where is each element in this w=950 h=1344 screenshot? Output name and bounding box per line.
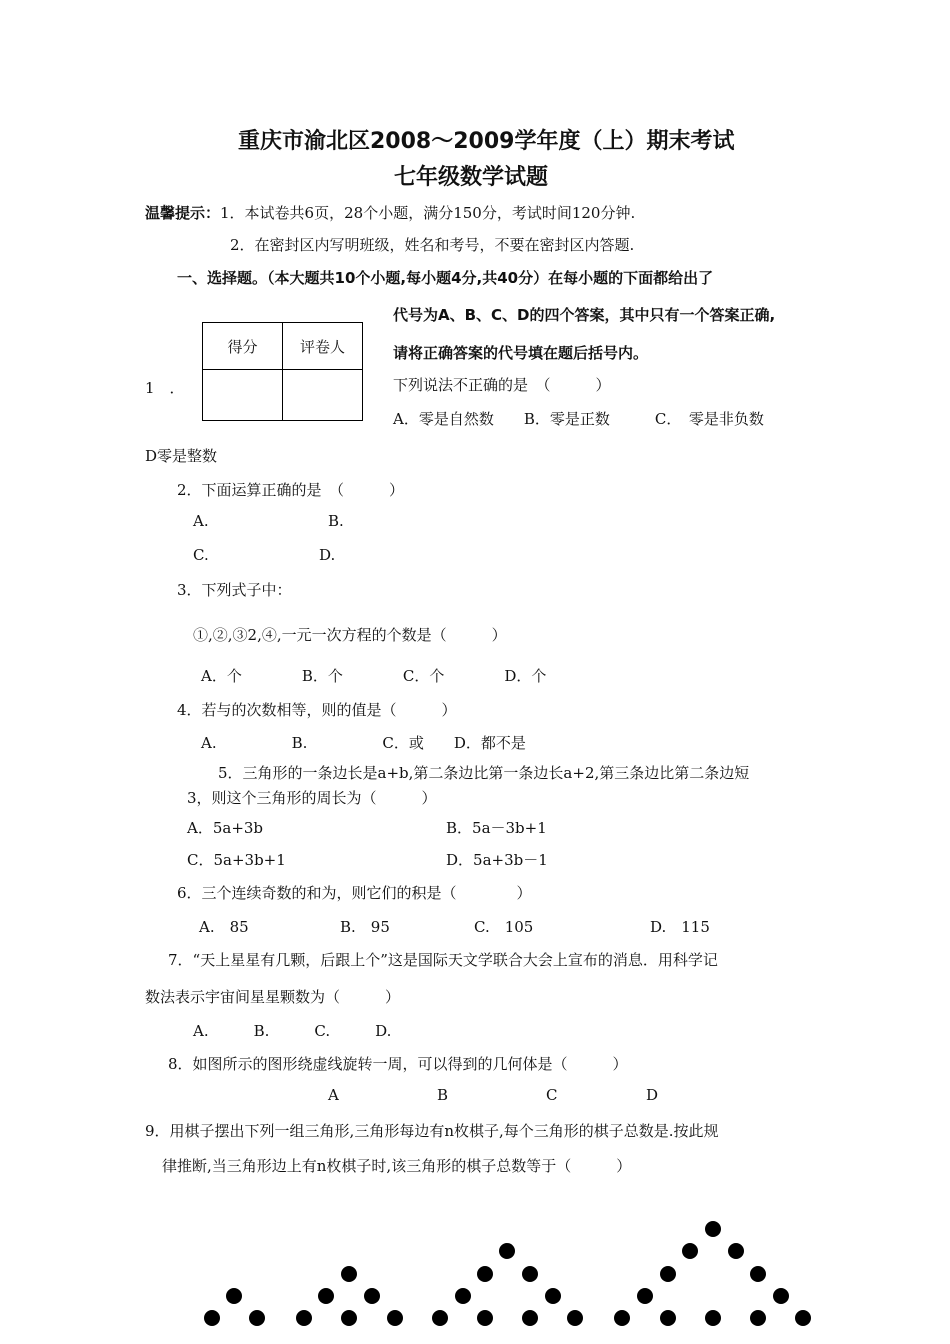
chess-piece-dot [773, 1288, 789, 1304]
chess-piece-dot [477, 1266, 493, 1282]
chess-piece-dot [204, 1310, 220, 1326]
section1-line3: 请将正确答案的代号填在题后括号内。 [393, 344, 649, 362]
q7-line2: 数法表示宇宙间星星颗数为（ ） [145, 988, 401, 1006]
chess-piece-dot [750, 1310, 766, 1326]
q4-options: A. B. C．或 D．都不是 [201, 734, 526, 752]
q4-stem: 4．若与的次数相等，则的值是（ ） [177, 701, 457, 719]
chess-piece-dot [750, 1266, 766, 1282]
grader-cell[interactable] [283, 370, 363, 421]
chess-piece-dot [522, 1310, 538, 1326]
q3-line2: ①,②,③2,④,一元一次方程的个数是（ ） [193, 626, 507, 644]
q5-option-a: A．5a+3b [187, 819, 264, 837]
q2-stem: 2．下面运算正确的是 （ ） [177, 481, 405, 499]
q8-label-a: A [328, 1086, 339, 1104]
chess-piece-dot [341, 1266, 357, 1282]
q5-line2: 3，则这个三角形的周长为（ ） [187, 789, 437, 807]
chess-piece-dot [660, 1310, 676, 1326]
q2-option-b: B. [328, 512, 344, 530]
q5-option-b: B．5a－3b+1 [446, 819, 547, 837]
tips-line2: 2．在密封区内写明班级，姓名和考号，不要在密封区内答题. [230, 236, 635, 254]
q5-stem: 5．三角形的一条边长是a+b,第二条边比第一条边长a+2,第三条边比第二条边短 [218, 764, 750, 782]
chess-piece-dot [567, 1310, 583, 1326]
chess-piece-dot [296, 1310, 312, 1326]
chess-piece-dot [682, 1243, 698, 1259]
chess-piece-dot [226, 1288, 242, 1304]
chess-piece-dot [364, 1288, 380, 1304]
q8-stem: 8．如图所示的图形绕虚线旋转一周，可以得到的几何体是（ ） [168, 1055, 628, 1073]
section1-line1: 一、选择题。（本大题共10个小题,每小题4分,共40分）在每小题的下面都给出了 [177, 269, 714, 287]
q8-label-b: B [437, 1086, 449, 1104]
q6-option-a: A. 85 [199, 918, 249, 936]
q9-stem: 9．用棋子摆出下列一组三角形,三角形每边有n枚棋子,每个三角形的棋子总数是.按此规 [145, 1122, 719, 1140]
q8-label-d: D [646, 1086, 659, 1104]
page-title: 重庆市渝北区2008～2009学年度（上）期末考试 [238, 129, 735, 154]
page-subtitle: 七年级数学试题 [394, 165, 549, 190]
chess-piece-dot [318, 1288, 334, 1304]
q6-option-d: D. 115 [650, 918, 710, 936]
chess-piece-dot [432, 1310, 448, 1326]
q1-options: A．零是自然数 B．零是正数 C． 零是非负数 [393, 410, 764, 428]
chess-piece-dot [249, 1310, 265, 1326]
q6-option-c: C. 105 [474, 918, 534, 936]
tips-line1 [145, 202, 635, 223]
q8-label-c: C [546, 1086, 558, 1104]
chess-piece-dot [614, 1310, 630, 1326]
chess-piece-dot [545, 1288, 561, 1304]
score-table [202, 322, 363, 421]
chess-piece-dot [705, 1310, 721, 1326]
chess-piece-dot [522, 1266, 538, 1282]
q1-number: 1 ． [145, 379, 185, 397]
q7-options: A. B. C. D. [193, 1022, 392, 1040]
chess-piece-dot [795, 1310, 811, 1326]
tips-label: 温馨提示： [145, 204, 221, 222]
chess-piece-dot [341, 1310, 357, 1326]
q1-stem: 下列说法不正确的是 （ ） [393, 376, 611, 394]
q7-stem: 7．“天上星星有几颗，后跟上个”这是国际天文学联合大会上宣布的消息．用科学记 [168, 951, 718, 969]
q3-stem: 3．下列式子中： [177, 581, 292, 599]
score-header: 得分 [203, 323, 283, 370]
chess-piece-dot [387, 1310, 403, 1326]
q3-options: A．个 B．个 C．个 D．个 [201, 667, 547, 685]
q2-option-a: A. [193, 512, 209, 530]
tips-text1: 1．本试卷共6页，28个小题，满分150分，考试时间120分钟. [220, 204, 636, 222]
q1-option-d: D零是整数 [145, 447, 218, 465]
q6-stem: 6．三个连续奇数的和为，则它们的积是（ ） [177, 884, 532, 902]
q5-option-c: C．5a+3b+1 [187, 851, 286, 869]
q6-option-b: B. 95 [340, 918, 390, 936]
grader-header: 评卷人 [283, 323, 363, 370]
q2-option-c: C. [193, 546, 209, 564]
q5-option-d: D．5a+3b－1 [446, 851, 548, 869]
chess-piece-dot [660, 1266, 676, 1282]
chess-piece-dot [705, 1221, 721, 1237]
chess-piece-dot [477, 1310, 493, 1326]
chess-piece-dot [728, 1243, 744, 1259]
score-cell[interactable] [203, 370, 283, 421]
chess-piece-dot [637, 1288, 653, 1304]
q2-option-d: D. [319, 546, 336, 564]
chess-piece-dot [455, 1288, 471, 1304]
q9-line2: 律推断,当三角形边上有n枚棋子时,该三角形的棋子总数等于（ ） [162, 1157, 632, 1175]
section1-line2: 代号为A、B、C、D的四个答案，其中只有一个答案正确, [393, 306, 776, 324]
chess-piece-dot [499, 1243, 515, 1259]
